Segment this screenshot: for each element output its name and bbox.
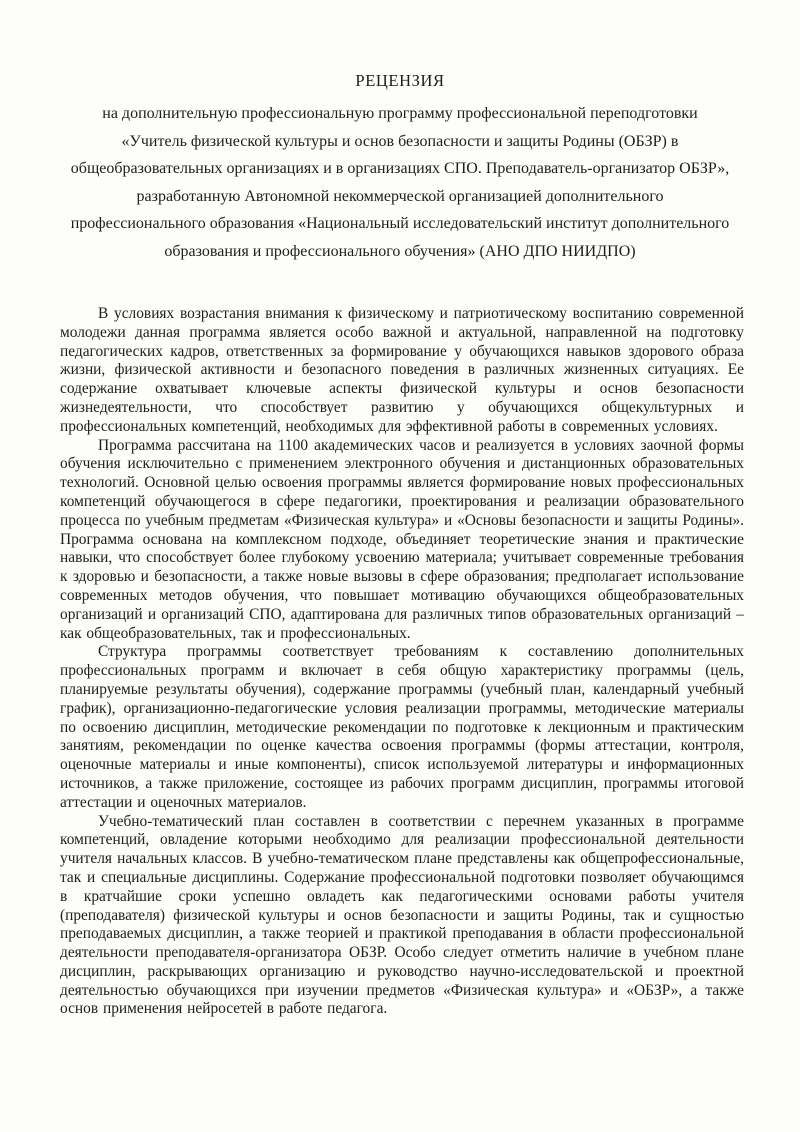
subtitle-line-5: профессионального образования «Национальный исследовательский институт дополнительного [70,215,730,232]
document-title: РЕЦЕНЗИЯ [355,71,445,90]
paragraph-program-structure: Структура программы соответствует требованиям к составлению дополнительных профессиональных программ и включает в себя общую характеристику программы (цель, планируемые результаты обучения), содержание программы (учебный план, календарный учебный график), организационно-педагогические условия реализации программы, методические материалы по освоению дисциплин, методические рекомендации по подготовке к лекционным и практическим занятиям, рекомендации по оценке качества освоения программы (формы аттестации, контроля, оценочные материалы и иные компоненты), список используемой литературы и информационных источников, а также приложение, состоящее из рабочих программ дисциплин, программы итоговой аттестации и оценочных материалов. [60,643,744,811]
paragraph-introduction: В условиях возрастания внимания к физическому и патриотическому воспитанию современной молодежи данная программа является особо важной и актуальной, направленной на подготовку педагогических кадров, ответственных за формирование у обучающихся навыков здорового образа жизни, физической активности и безопасного поведения в различных жизненных ситуациях. Ее содержание охватывает ключевые аспекты физической культуры и основ безопасности жизнедеятельности, что способствует развитию у обучающихся общекультурных и профессиональных компетенций, необходимых для эффективной работы в современных условиях. [60,305,744,435]
subtitle-line-3: общеобразовательных организациях и в организациях СПО. Преподаватель-организатор ОБЗР», [70,160,730,177]
paragraph-program-overview: Программа рассчитана на 1100 академических часов и реализуется в условиях заочной формы обучения исключительно с применением электронного обучения и дистанционных образовательных технологий. Основной целью освоения программы является формирование новых профессиональных компетенций обучающегося в сфере педагогики, проектирования и реализации образовательного процесса по учебным предметам «Физическая культура» и «Основы безопасности и защиты Родины». Программа основана на комплексном подходе, объединяет теоретические знания и практические навыки, что способствует более глубокому усвоению материала; учитывает современные требования к здоровью и безопасности, а также новые вызовы в сфере образования; предполагает использование современных методов обучения, что повышает мотивацию обучающихся общеобразовательных организаций и организаций СПО, адаптирована для различных типов образовательных организаций – как общеобразовательных, так и профессиональных. [60,436,744,642]
subtitle-line-1: на дополнительную профессиональную программу профессиональной переподготовки [102,105,698,122]
subtitle-line-6: образования и профессионального обучения» (АНО ДПО НИИДПО) [164,242,636,260]
subtitle-line-2: «Учитель физической культуры и основ безопасности и защиты Родины (ОБЗР) в [121,132,679,150]
subtitle-line-4: разработанную Автономной некоммерческой организацией дополнительного [136,187,664,205]
document-body [0,305,800,1019]
document-subtitle-block [0,100,800,265]
paragraph-curriculum-plan: Учебно-тематический план составлен в соответствии с перечнем указанных в программе компетенций, овладение которыми необходимо для реализации профессиональной деятельности учителя начальных классов. В учебно-тематическом плане представлены как общепрофессиональные, так и специальные дисциплины. Содержание профессиональной подготовки позволяет обучающимся в кратчайшие сроки успешно овладеть как педагогическими основами работы учителя (преподавателя) физической культуры и основ безопасности и защиты Родины, так и сущностью преподаваемых дисциплин, а также теорией и практикой преподавания в области профессиональной деятельности преподавателя-организатора ОБЗР. Особо следует отметить наличие в учебном плане дисциплин, раскрывающих организацию и руководство научно-исследовательской и проектной деятельностью обучающихся при изучении предметов «Физическая культура» и «ОБЗР», а также основ применения нейросетей в работе педагога. [60,812,744,1018]
